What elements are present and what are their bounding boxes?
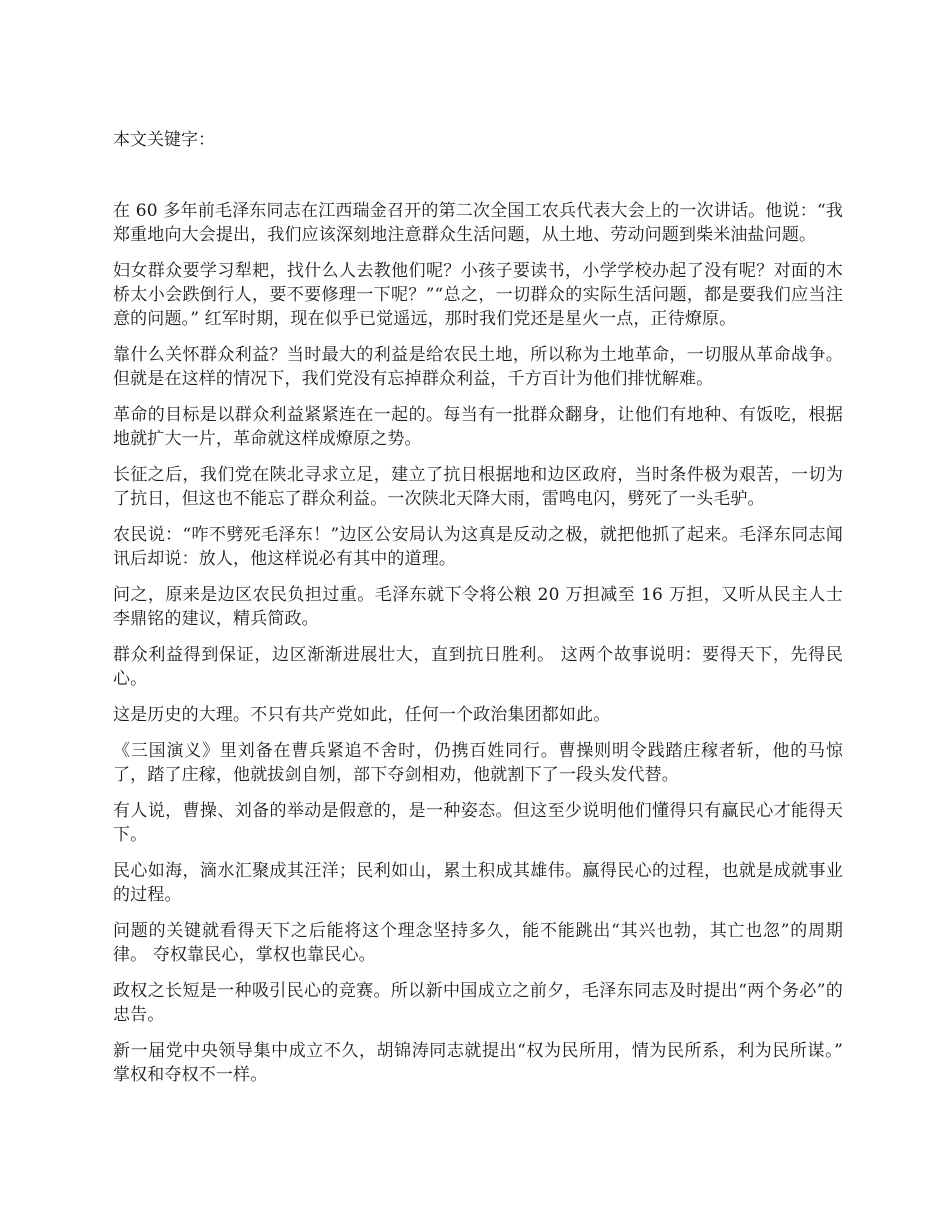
paragraph: 靠什么关怀群众利益？当时最大的利益是给农民土地，所以称为土地革命，一切服从革命战争。但就是在这样的情况下，我们党没有忘掉群众利益，千方百计为他们排忧解难。 [113, 345, 843, 389]
paragraph: 问之，原来是边区农民负担过重。毛泽东就下令将公粮 20 万担减至 16 万担，又听从民主人士李鼎铭的建议，精兵简政。 [113, 585, 843, 629]
paragraph: 政权之长短是一种吸引民心的竞赛。所以新中国成立之前夕，毛泽东同志及时提出“两个务必”的忠告。 [113, 981, 843, 1025]
paragraph: 长征之后，我们党在陕北寻求立足，建立了抗日根据地和边区政府，当时条件极为艰苦，一切为了抗日，但这也不能忘了群众利益。一次陕北天降大雨，雷鸣电闪，劈死了一头毛驴。 [113, 465, 843, 509]
paragraph: 新一届党中央领导集中成立不久，胡锦涛同志就提出“权为民所用，情为民所系，利为民所谋。” 掌权和夺权不一样。 [113, 1041, 843, 1085]
paragraph: 《三国演义》里刘备在曹兵紧追不舍时，仍携百姓同行。曹操则明令践踏庄稼者斩，他的马惊了，踏了庄稼，他就拔剑自刎，部下夺剑相劝，他就割下了一段头发代替。 [113, 741, 843, 785]
paragraph: 农民说：“咋不劈死毛泽东！”边区公安局认为这真是反动之极，就把他抓了起来。毛泽东同志闻讯后却说：放人，他这样说必有其中的道理。 [113, 525, 843, 569]
paragraph: 民心如海，滴水汇聚成其汪洋；民利如山，累土积成其雄伟。赢得民心的过程，也就是成就事业的过程。 [113, 861, 843, 905]
paragraph: 在 60 多年前毛泽东同志在江西瑞金召开的第二次全国工农兵代表大会上的一次讲话。他说：“我郑重地向大会提出，我们应该深刻地注意群众生活问题，从土地、劳动问题到柴米油盐问题。 [113, 201, 843, 245]
keywords-label: 本文关键字： [113, 130, 215, 150]
article-body [113, 199, 843, 1099]
paragraph: 有人说，曹操、刘备的举动是假意的，是一种姿态。但这至少说明他们懂得只有赢民心才能得天下。 [113, 801, 843, 845]
paragraph: 这是历史的大理。不只有共产党如此，任何一个政治集团都如此。 [113, 705, 611, 725]
paragraph: 妇女群众要学习犁耙，找什么人去教他们呢？小孩子要读书，小学学校办起了没有呢？对面的木桥太小会跌倒行人，要不要修理一下呢？”“总之，一切群众的实际生活问题，都是要我们应当注意的问题。” 红军时期，现在似乎已觉遥远，那时我们党还是星火一点，正待燎原。 [113, 261, 843, 329]
paragraph: 群众利益得到保证，边区渐渐进展壮大，直到抗日胜利。 这两个故事说明：要得天下，先得民心。 [113, 645, 843, 689]
paragraph: 问题的关键就看得天下之后能将这个理念坚持多久，能不能跳出“其兴也勃，其亡也忽”的周期律。 夺权靠民心，掌权也靠民心。 [113, 921, 843, 965]
paragraph: 革命的目标是以群众利益紧紧连在一起的。每当有一批群众翻身，让他们有地种、有饭吃，根据地就扩大一片，革命就这样成燎原之势。 [113, 405, 843, 449]
